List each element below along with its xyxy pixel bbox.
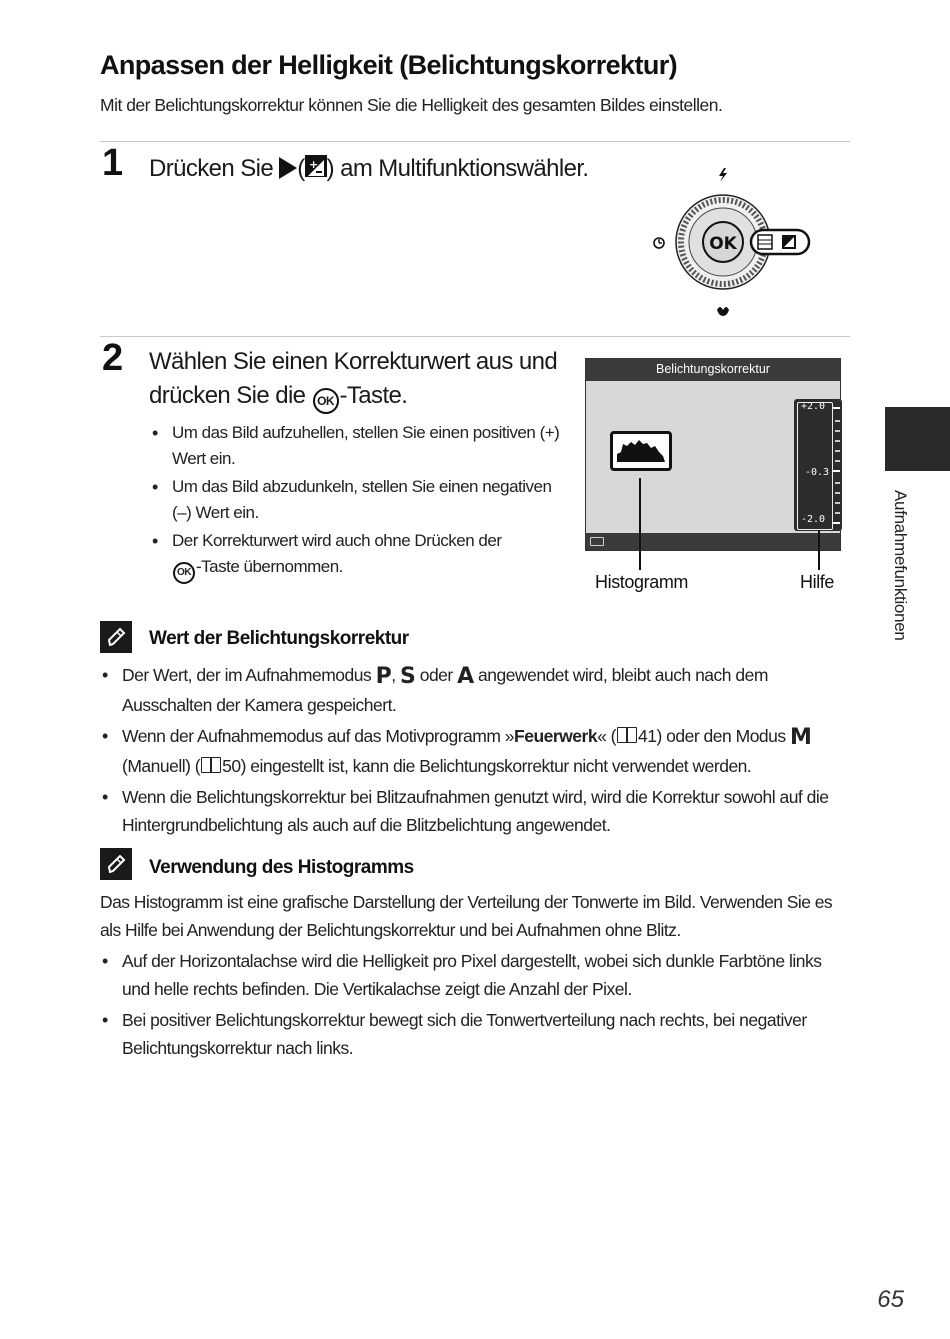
note1-b1-a: Der Wert, der im Aufnahmemodus [122, 665, 372, 685]
mode-m-icon: M [790, 725, 812, 750]
battery-icon [590, 537, 604, 546]
step-2-line2-a: drücken Sie die [149, 382, 306, 409]
step-2-bullets [150, 420, 568, 586]
scale-mid-label: -0.3 [805, 467, 830, 478]
note1-b2-bold: Feuerwerk [514, 726, 598, 746]
step-2-text [149, 345, 569, 414]
multi-selector-dial [645, 160, 820, 325]
step-1-text-c: ) am Multifunktionswähler. [326, 155, 589, 182]
list-item: • Um das Bild abzudunkeln, stellen Sie einen negativen (–) Wert ein. [150, 474, 568, 526]
divider [100, 141, 850, 142]
camera-screen [585, 358, 841, 551]
page-intro: Mit der Belichtungskorrektur können Sie die Helligkeit des gesamten Bildes einstellen. [100, 95, 723, 115]
histogram-frame [610, 431, 672, 471]
ok-button-icon: OK [173, 562, 195, 584]
screen-bottom-bar [586, 533, 840, 550]
step-2-line2-b: -Taste. [339, 382, 408, 409]
list-item [100, 722, 852, 780]
step-1-number: 1 [102, 142, 124, 184]
scale-ticks [830, 403, 842, 529]
histogram-callout-line [639, 478, 641, 570]
pencil-note-icon [100, 621, 132, 653]
screen-header: Belichtungskorrektur [586, 359, 840, 381]
histogram-graph [613, 434, 669, 468]
note-2-paragraph: Das Histogramm ist eine grafische Darstellung der Verteilung der Tonwerte im Bild. Verwenden Sie es als Hilfe bei Anwendung der Belichtungskorrektur und bei Aufnahmen ohne Blitz. [100, 892, 833, 940]
page-number: 65 [877, 1286, 904, 1313]
list-item: • Um das Bild aufzuhellen, stellen Sie einen positiven (+) Wert ein. [150, 420, 568, 472]
self-timer-icon [654, 238, 664, 248]
exposure-compensation-icon [305, 155, 327, 177]
guide-callout-line [818, 530, 820, 570]
note1-b2-d: (Manuell) ( [122, 756, 201, 776]
note-1-heading: Wert der Belichtungskorrektur [149, 628, 409, 649]
list-item [100, 661, 852, 719]
step-2-line2 [149, 379, 569, 414]
ok-button-icon: OK [313, 388, 339, 414]
step-1-text-a: Drücken Sie [149, 155, 274, 182]
mode-a-icon: A [457, 664, 474, 689]
section-tab [885, 407, 950, 471]
list-item: • Bei positiver Belichtungskorrektur bewegt sich die Tonwertverteilung nach rechts, bei negativer Belichtungskorrektur nach links. [100, 1006, 852, 1062]
note1-ref1: 41 [638, 726, 657, 746]
guide-callout-label: Hilfe [800, 572, 835, 592]
list-item: • Wenn die Belichtungskorrektur bei Blitzaufnahmen genutzt wird, wird die Korrektur sowohl auf die Hintergrundbelichtung als auch auf die Blitzbelichtung angewendet. [100, 783, 852, 839]
note1-b2-a: Wenn der Aufnahmemodus auf das Motivprogramm » [122, 726, 515, 746]
svg-text:+: + [308, 158, 318, 171]
bullet-3-a: Der Korrekturwert wird auch ohne Drücken der [172, 531, 502, 550]
step-2-line1: Wählen Sie einen Korrekturwert aus und [149, 348, 558, 375]
note1-ref2: 50 [222, 756, 241, 776]
note1-b2-b: « ( [597, 726, 617, 746]
step-1-paren: ( [297, 155, 305, 182]
note1-b2-c: ) oder den Modus [656, 726, 786, 746]
divider [100, 336, 850, 337]
list-item [150, 528, 568, 584]
mode-p-icon: P [375, 664, 392, 689]
right-triangle-icon [279, 157, 297, 179]
book-ref-icon [617, 727, 637, 743]
bullet-3-b: -Taste übernommen. [196, 557, 343, 576]
scale-bottom-label: -2.0 [801, 514, 826, 525]
note1-sep2: oder [419, 665, 453, 685]
step-2-number: 2 [102, 337, 124, 379]
note1-sep1: , [391, 665, 396, 685]
note1-b1-b: angewendet wird, bleibt auch nach dem Ausschalten der Kamera gespeichert. [122, 665, 768, 715]
note1-b2-e: ) eingestellt ist, kann die Belichtungskorrektur nicht verwendet werden. [240, 756, 752, 776]
book-ref-icon [201, 757, 221, 773]
scale-top-label: +2.0 [801, 401, 826, 412]
note-1-bullets [100, 661, 852, 841]
histogram-callout-label: Histogramm [595, 572, 689, 592]
section-tab-label: Aufnahmefunktionen [891, 490, 910, 641]
list-item: • Auf der Horizontalachse wird die Helligkeit pro Pixel dargestellt, wobei sich dunkle Farbtöne links und helle rechts befinden. Die Vertikalachse zeigt die Anzahl der Pixel. [100, 947, 852, 1003]
note-2-bullets [100, 947, 852, 1064]
guide-scale [794, 399, 842, 531]
page-title: Anpassen der Helligkeit (Belichtungskorrektur) [100, 50, 678, 80]
flash-icon [719, 168, 727, 182]
note-2-heading: Verwendung des Histogramms [149, 857, 414, 878]
ok-button-label: OK [709, 234, 737, 254]
mode-s-icon: S [399, 664, 416, 689]
pencil-note-icon [100, 848, 132, 880]
step-1-text [149, 152, 588, 186]
macro-icon [717, 307, 729, 316]
